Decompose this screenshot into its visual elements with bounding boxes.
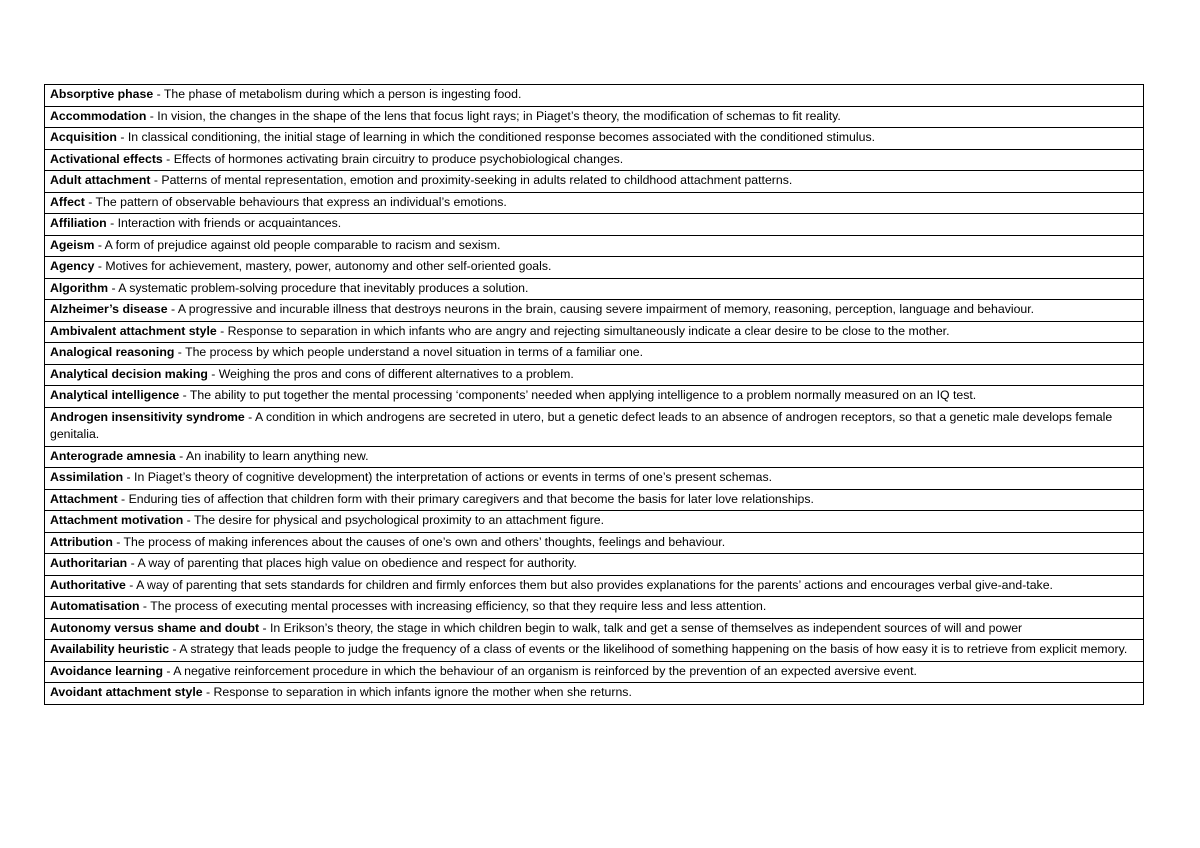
- glossary-term: Authoritative: [50, 577, 126, 592]
- glossary-definition: - A strategy that leads people to judge the frequency of a class of events or the likelihood of something happening on the basis of how easy it is to retrieve from explicit memory.: [169, 642, 1128, 656]
- glossary-entry: [45, 128, 1144, 150]
- table-row: [45, 683, 1144, 705]
- glossary-term: Agency: [50, 259, 95, 273]
- table-row: [45, 214, 1144, 236]
- glossary-definition: - A way of parenting that places high value on obedience and respect for authority.: [127, 556, 577, 570]
- glossary-definition: - In Erikson’s theory, the stage in which children begin to walk, talk and get a sense of themselves as independent sources of will and power: [259, 620, 1023, 635]
- glossary-term: Automatisation: [50, 599, 140, 613]
- glossary-term: Alzheimer’s disease: [50, 302, 168, 316]
- table-row: [45, 489, 1144, 511]
- glossary-entry: [45, 532, 1144, 554]
- glossary-term: Anterograde amnesia: [50, 448, 176, 463]
- glossary-term: Acquisition: [50, 130, 117, 144]
- glossary-definition: - The pattern of observable behaviours that express an individual’s emotions.: [84, 194, 507, 209]
- glossary-term: Avoidant attachment style: [50, 685, 203, 699]
- glossary-term: Attachment: [50, 491, 118, 506]
- table-row: [45, 235, 1144, 257]
- glossary-entry: [45, 214, 1144, 236]
- table-row: [45, 278, 1144, 300]
- glossary-term: Algorithm: [50, 280, 109, 295]
- glossary-definition: - The phase of metabolism during which a person is ingesting food.: [153, 87, 522, 101]
- glossary-definition: - A systematic problem-solving procedure that inevitably produces a solution.: [108, 280, 529, 295]
- glossary-term: Attachment motivation: [50, 513, 184, 527]
- glossary-entry: [45, 300, 1144, 322]
- table-row: [45, 321, 1144, 343]
- glossary-entry: [45, 468, 1144, 490]
- glossary-table: [44, 84, 1144, 705]
- glossary-term: Affiliation: [50, 216, 107, 230]
- glossary-definition: - A way of parenting that sets standards for children and firmly enforces them but also provides explanations for the parents’ actions and encourages verbal give-and-take.: [125, 577, 1053, 592]
- glossary-definition: - A progressive and incurable illness that destroys neurons in the brain, causing severe impairment of memory, reasoning, perception, language and behaviour.: [167, 302, 1035, 316]
- glossary-term: Assimilation: [50, 470, 124, 484]
- table-row: [45, 85, 1144, 107]
- glossary-entry: [45, 640, 1144, 662]
- glossary-entry: [45, 489, 1144, 511]
- glossary-entry: [45, 511, 1144, 533]
- glossary-entry: [45, 618, 1144, 640]
- glossary-entry: [45, 171, 1144, 193]
- glossary-definition: - Motives for achievement, mastery, power, autonomy and other self-oriented goals.: [94, 259, 552, 273]
- table-row: [45, 386, 1144, 408]
- glossary-entry: [45, 321, 1144, 343]
- table-row: [45, 192, 1144, 214]
- glossary-entry: [45, 149, 1144, 171]
- glossary-entry: [45, 597, 1144, 619]
- glossary-definition: - In Piaget’s theory of cognitive development) the interpretation of actions or events in terms of one’s present schemas.: [123, 470, 773, 484]
- glossary-entry: [45, 235, 1144, 257]
- table-row: [45, 618, 1144, 640]
- table-row: [45, 343, 1144, 365]
- glossary-term: Affect: [50, 194, 85, 209]
- glossary-term: Ambivalent attachment style: [50, 323, 217, 338]
- glossary-definition: - A form of prejudice against old people comparable to racism and sexism.: [94, 237, 501, 252]
- glossary-definition: - The desire for physical and psychological proximity to an attachment figure.: [183, 513, 605, 527]
- glossary-term: Ageism: [50, 237, 95, 252]
- glossary-definition: - Patterns of mental representation, emotion and proximity-seeking in adults related to childhood attachment patterns.: [150, 173, 793, 187]
- table-row: [45, 446, 1144, 468]
- glossary-entry: [45, 446, 1144, 468]
- glossary-term: Attribution: [50, 534, 113, 549]
- glossary-definition: - Response to separation in which infants who are angry and rejecting simultaneously indicate a clear desire to be close to the mother.: [216, 323, 950, 338]
- table-row: [45, 661, 1144, 683]
- glossary-entry: [45, 575, 1144, 597]
- glossary-entry: [45, 661, 1144, 683]
- glossary-term: Autonomy versus shame and doubt: [50, 620, 260, 635]
- table-row: [45, 554, 1144, 576]
- table-row: [45, 257, 1144, 279]
- table-row: [45, 511, 1144, 533]
- glossary-definition: - The process of making inferences about the causes of one’s own and others’ thoughts, feelings and behaviour.: [112, 534, 726, 549]
- table-row: [45, 300, 1144, 322]
- glossary-term: Analytical decision making: [50, 366, 208, 381]
- glossary-definition: - In vision, the changes in the shape of the lens that focus light rays; in Piaget’s theory, the modification of schemas to fit reality.: [146, 108, 841, 123]
- table-row: [45, 364, 1144, 386]
- table-row: [45, 575, 1144, 597]
- glossary-term: Androgen insensitivity syndrome: [50, 409, 245, 424]
- glossary-entry: [45, 106, 1144, 128]
- glossary-definition: - A negative reinforcement procedure in which the behaviour of an organism is reinforced by the prevention of an expected aversive event.: [162, 663, 917, 678]
- glossary-entry: [45, 278, 1144, 300]
- glossary-term: Analogical reasoning: [50, 345, 175, 359]
- glossary-definition: - The process of executing mental processes with increasing efficiency, so that they require less and less attention.: [139, 599, 767, 613]
- glossary-definition: - In classical conditioning, the initial stage of learning in which the conditioned response becomes associated with the conditioned stimulus.: [116, 130, 876, 144]
- glossary-term: Avoidance learning: [50, 663, 163, 678]
- glossary-entry: [45, 85, 1144, 107]
- glossary-entry: [45, 407, 1144, 446]
- glossary-term: Analytical intelligence: [50, 388, 180, 402]
- table-row: [45, 171, 1144, 193]
- table-row: [45, 407, 1144, 446]
- glossary-entry: [45, 192, 1144, 214]
- table-row: [45, 597, 1144, 619]
- table-row: [45, 468, 1144, 490]
- glossary-definition: - Enduring ties of affection that children form with their primary caregivers and that become the basis for later love relationships.: [117, 491, 814, 506]
- glossary-definition: - Weighing the pros and cons of different alternatives to a problem.: [207, 366, 574, 381]
- glossary-definition: - An inability to learn anything new.: [175, 448, 369, 463]
- glossary-entry: [45, 386, 1144, 408]
- glossary-term: Absorptive phase: [50, 87, 154, 101]
- glossary-entry: [45, 554, 1144, 576]
- table-row: [45, 532, 1144, 554]
- glossary-term: Activational effects: [50, 151, 163, 166]
- glossary-definition: - A condition in which androgens are secreted in utero, but a genetic defect leads to an absence of androgen receptors, so that a genetic male develops female genitalia.: [50, 409, 1113, 441]
- table-row: [45, 106, 1144, 128]
- glossary-definition: - Interaction with friends or acquaintances.: [106, 216, 342, 230]
- table-row: [45, 640, 1144, 662]
- table-row: [45, 128, 1144, 150]
- glossary-term: Availability heuristic: [50, 642, 170, 656]
- glossary-body: [45, 85, 1144, 705]
- glossary-definition: - The process by which people understand a novel situation in terms of a familiar one.: [174, 345, 644, 359]
- glossary-entry: [45, 257, 1144, 279]
- glossary-entry: [45, 683, 1144, 705]
- glossary-term: Authoritarian: [50, 556, 128, 570]
- table-row: [45, 149, 1144, 171]
- glossary-entry: [45, 364, 1144, 386]
- glossary-term: Adult attachment: [50, 173, 151, 187]
- glossary-entry: [45, 343, 1144, 365]
- glossary-definition: - Response to separation in which infants ignore the mother when she returns.: [202, 685, 632, 699]
- glossary-definition: - Effects of hormones activating brain circuitry to produce psychobiological changes.: [162, 151, 624, 166]
- glossary-definition: - The ability to put together the mental processing ‘components’ needed when applying intelligence to a problem normally measured on an IQ test.: [179, 388, 977, 402]
- glossary-term: Accommodation: [50, 108, 147, 123]
